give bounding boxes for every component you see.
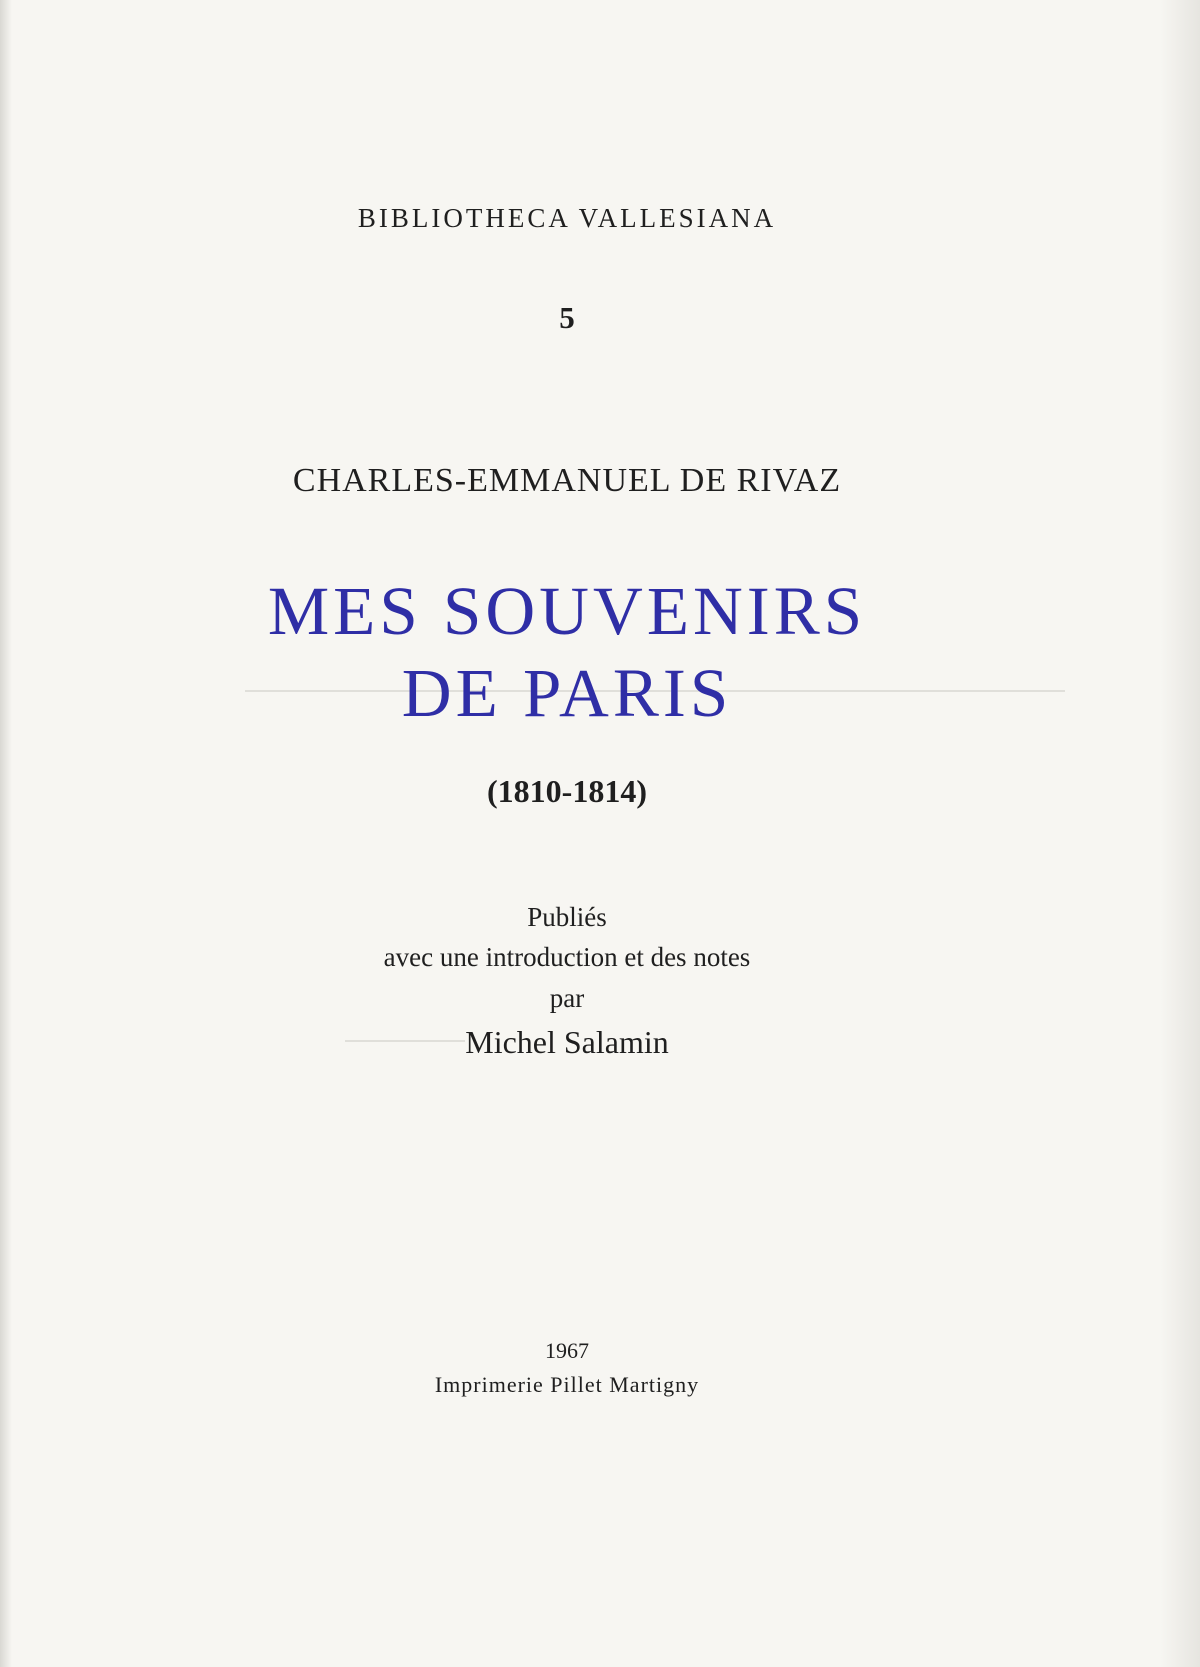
published-label: Publiés	[527, 902, 607, 932]
printer-name: Imprimerie Pillet Martigny	[434, 1372, 700, 1397]
publication-year: 1967	[545, 1338, 589, 1363]
page-left-edge	[0, 0, 12, 1667]
book-title	[0, 570, 1134, 734]
book-title-line-2: DE PARIS	[401, 655, 733, 731]
date-range: (1810-1814)	[487, 773, 647, 809]
volume-number: 5	[559, 300, 575, 335]
book-title-line-1: MES SOUVENIRS	[267, 573, 867, 649]
series-title: BIBLIOTHECA VALLESIANA	[357, 203, 777, 233]
page-right-edge	[1160, 0, 1200, 1667]
introduction-note: avec une introduction et des notes	[383, 942, 751, 972]
editor-name: Michel Salamin	[465, 1024, 669, 1060]
by-label: par	[549, 983, 585, 1013]
author-name: CHARLES-EMMANUEL DE RIVAZ	[292, 462, 842, 499]
